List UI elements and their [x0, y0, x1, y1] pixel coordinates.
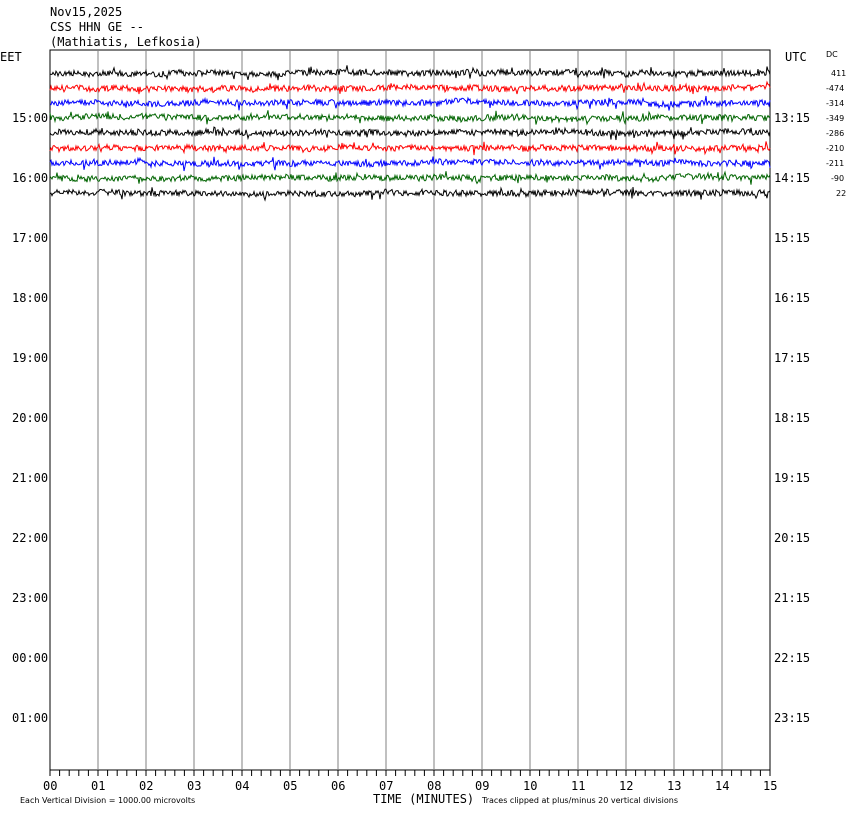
seismic-trace	[50, 82, 770, 94]
x-tick-label: 12	[619, 779, 634, 793]
dc-offset-label: -286	[826, 129, 845, 138]
x-tick-label: 07	[379, 779, 394, 793]
left-hour-label: 20:00	[12, 411, 49, 425]
dc-offset-label: -349	[826, 114, 845, 123]
left-hour-label: 22:00	[12, 531, 49, 545]
x-tick-label: 01	[91, 779, 106, 793]
seismic-trace	[50, 110, 770, 124]
dc-offset-label: 22	[836, 189, 847, 198]
seismic-trace	[50, 171, 770, 185]
left-hour-label: 00:00	[12, 651, 49, 665]
dc-offset-label: 411	[831, 69, 847, 78]
x-tick-label: 06	[331, 779, 346, 793]
x-tick-label: 10	[523, 779, 538, 793]
x-tick-label: 03	[187, 779, 202, 793]
left-hour-label: 15:00	[12, 111, 49, 125]
x-tick-label: 08	[427, 779, 442, 793]
dc-offset-label: -211	[826, 159, 845, 168]
right-hour-label: 18:15	[774, 411, 811, 425]
x-tick-label: 00	[43, 779, 58, 793]
x-tick-label: 02	[139, 779, 154, 793]
dc-offset-label: -314	[826, 99, 845, 108]
x-tick-label: 04	[235, 779, 250, 793]
right-timezone-label: UTC	[785, 50, 807, 64]
right-hour-label: 22:15	[774, 651, 811, 665]
left-timezone-label: EET	[0, 50, 22, 64]
dc-offset-label: -210	[826, 144, 845, 153]
x-axis-label: TIME (MINUTES)	[373, 792, 475, 806]
x-tick-label: 13	[667, 779, 682, 793]
left-hour-label: 17:00	[12, 231, 49, 245]
left-hour-label: 21:00	[12, 471, 49, 485]
right-hour-label: 17:15	[774, 351, 811, 365]
seismic-trace	[50, 187, 770, 200]
dc-header-label: DC	[826, 50, 838, 59]
right-hour-label: 19:15	[774, 471, 811, 485]
left-hour-label: 01:00	[12, 711, 49, 725]
right-hour-label: 20:15	[774, 531, 811, 545]
right-hour-label: 14:15	[774, 171, 811, 185]
right-hour-label: 16:15	[774, 291, 811, 305]
station-label: CSS HHN GE --	[50, 20, 144, 34]
seismic-trace	[50, 157, 770, 171]
right-hour-label: 15:15	[774, 231, 811, 245]
right-hour-label: 23:15	[774, 711, 811, 725]
left-hour-label: 23:00	[12, 591, 49, 605]
x-tick-label: 15	[763, 779, 778, 793]
seismic-trace	[50, 141, 770, 155]
x-tick-label: 14	[715, 779, 730, 793]
right-hour-label: 13:15	[774, 111, 811, 125]
plot-frame	[50, 50, 770, 770]
clip-note: Traces clipped at plus/minus 20 vertical divisions	[482, 796, 679, 805]
left-hour-label: 18:00	[12, 291, 49, 305]
location-label: (Mathiatis, Lefkosia)	[50, 35, 202, 49]
right-hour-label: 21:15	[774, 591, 811, 605]
left-hour-label: 19:00	[12, 351, 49, 365]
seismic-trace	[50, 96, 770, 111]
scale-note: Each Vertical Division = 1000.00 microvolts	[20, 796, 196, 805]
dc-offset-label: -474	[826, 84, 845, 93]
x-tick-label: 09	[475, 779, 490, 793]
x-tick-label: 05	[283, 779, 298, 793]
left-hour-label: 16:00	[12, 171, 49, 185]
dc-offset-label: -90	[831, 174, 845, 183]
x-tick-label: 11	[571, 779, 586, 793]
seismic-trace	[50, 65, 770, 80]
seismic-trace	[50, 127, 770, 140]
date-label: Nov15,2025	[50, 5, 123, 19]
